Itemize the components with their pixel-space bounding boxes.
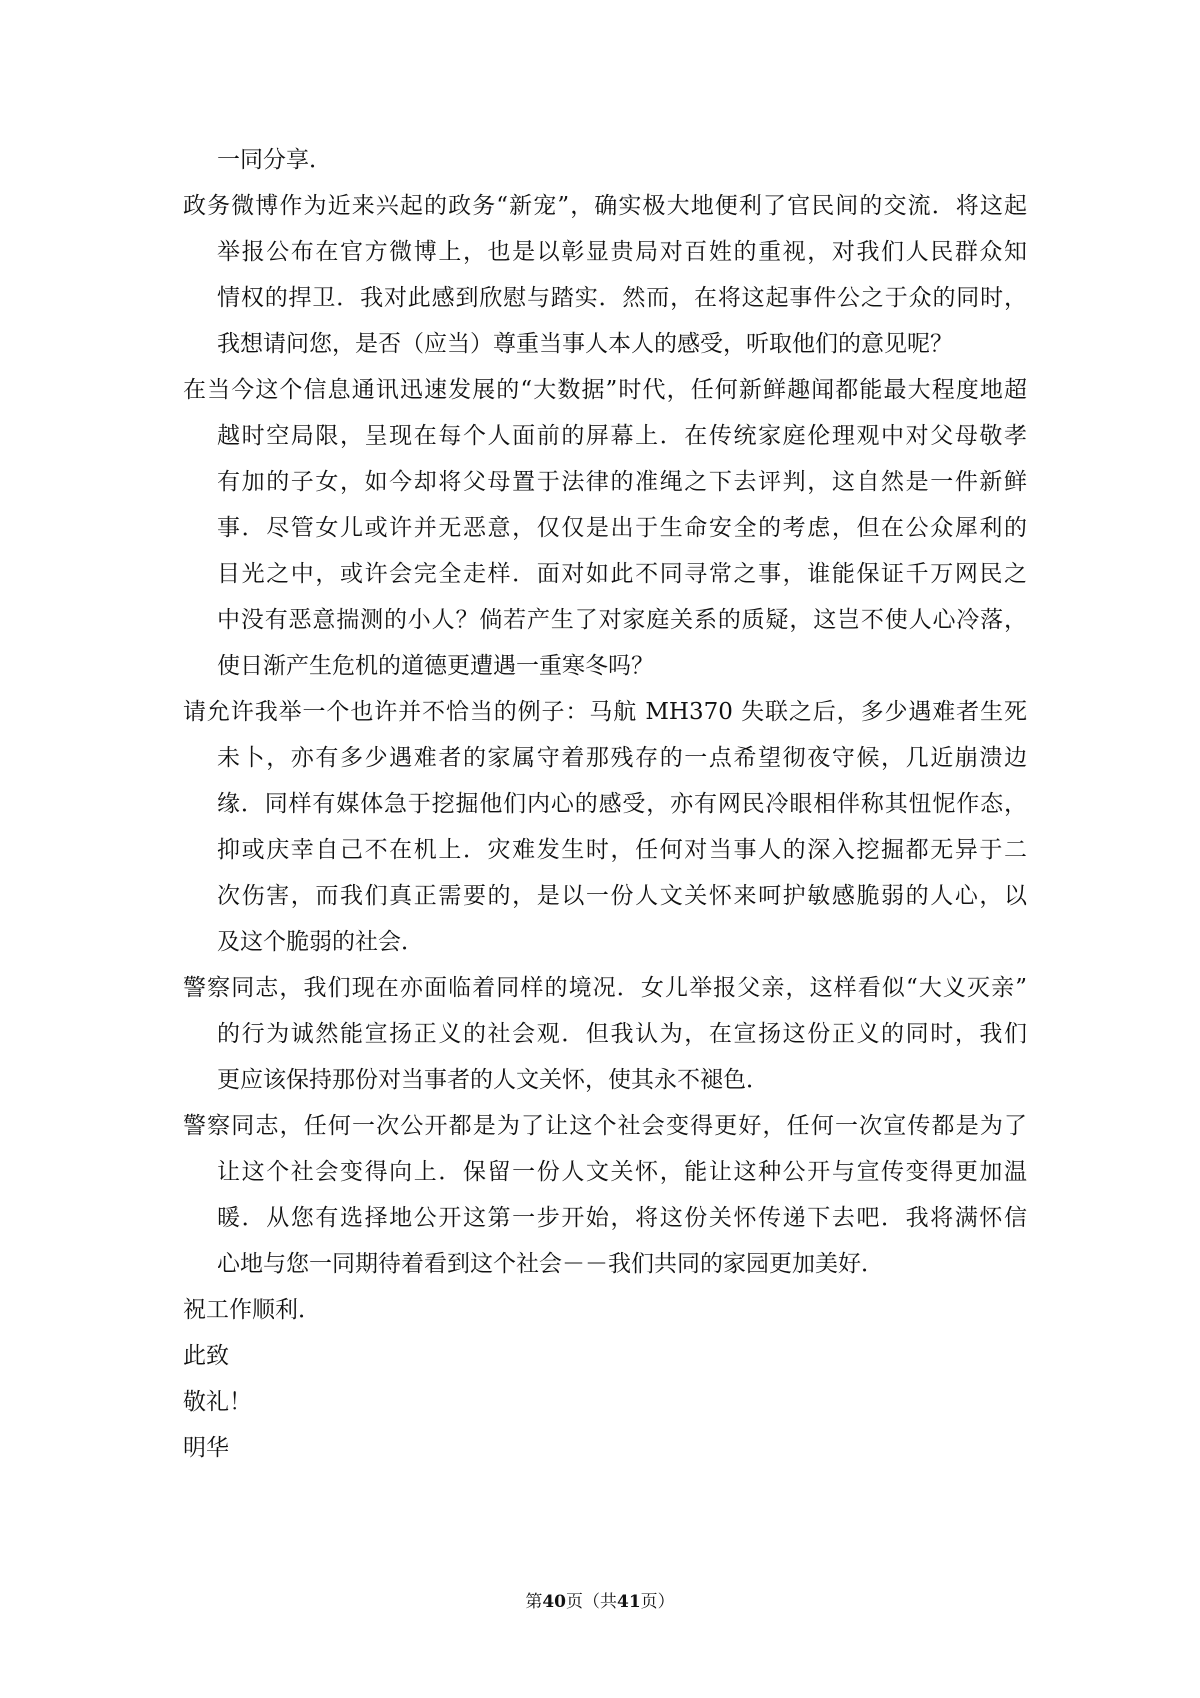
text-line: 次伤害，而我们真正需要的，是以一份人文关怀来呵护敏感脆弱的人心，以	[217, 883, 1027, 909]
closing-respect: 敬礼！	[183, 1389, 252, 1415]
footer-suffix: 页）	[640, 1592, 675, 1612]
text-line: 及这个脆弱的社会．	[217, 929, 424, 955]
text-line: 更应该保持那份对当事者的人文关怀，使其永不褪色．	[217, 1067, 769, 1093]
page-footer	[0, 1590, 1200, 1614]
text-line: 缘．同样有媒体急于挖掘他们内心的感受，亦有网民冷眼相伴称其忸怩作态，	[217, 791, 1027, 817]
text-line: 让这个社会变得向上．保留一份人文关怀，能让这种公开与宣传变得更加温	[217, 1159, 1027, 1185]
text-line: 举报公布在官方微博上，也是以彰显贵局对百姓的重视，对我们人民群众知	[217, 239, 1027, 265]
footer-middle: 页（共	[566, 1592, 617, 1612]
footer-prefix: 第	[525, 1592, 543, 1612]
paragraph-first-line: 请允许我举一个也许并不恰当的例子：马航 MH370 失联之后，多少遇难者生死	[183, 699, 1027, 725]
text-line: 心地与您一同期待着看到这个社会－－我们共同的家园更加美好．	[217, 1251, 884, 1277]
signature-name: 明华	[183, 1435, 229, 1461]
paragraph-first-line: 政务微博作为近来兴起的政务“新宠”，确实极大地便利了官民间的交流．将这起	[183, 193, 1027, 219]
text-line: 目光之中，或许会完全走样．面对如此不同寻常之事，谁能保证千万网民之	[217, 561, 1027, 587]
text-line: 一同分享．	[217, 147, 332, 173]
paragraph-first-line: 在当今这个信息通讯迅速发展的“大数据”时代，任何新鲜趣闻都能最大程度地超	[183, 377, 1027, 403]
text-line: 越时空局限，呈现在每个人面前的屏幕上．在传统家庭伦理观中对父母敬孝	[217, 423, 1027, 449]
paragraph-first-line: 警察同志，我们现在亦面临着同样的境况．女儿举报父亲，这样看似“大义灭亲”	[183, 975, 1027, 1001]
text-line: 中没有恶意揣测的小人？倘若产生了对家庭关系的质疑，这岂不使人心冷落，	[217, 607, 1027, 633]
text-line: 有加的子女，如今却将父母置于法律的准绳之下去评判，这自然是一件新鲜	[217, 469, 1027, 495]
text-line: 的行为诚然能宣扬正义的社会观．但我认为，在宣扬这份正义的同时，我们	[217, 1021, 1027, 1047]
current-page-number: 40	[542, 1592, 566, 1612]
total-page-number: 41	[617, 1592, 641, 1612]
text-line: 抑或庆幸自己不在机上．灾难发生时，任何对当事人的深入挖掘都无异于二	[217, 837, 1027, 863]
text-line: 使日渐产生危机的道德更遭遇一重寒冬吗？	[217, 653, 654, 679]
paragraph-first-line: 警察同志，任何一次公开都是为了让这个社会变得更好，任何一次宣传都是为了	[183, 1113, 1027, 1139]
closing-wish: 祝工作顺利．	[183, 1297, 321, 1323]
text-line: 情权的捍卫．我对此感到欣慰与踏实．然而，在将这起事件公之于众的同时，	[217, 285, 1027, 311]
text-line: 暖．从您有选择地公开这第一步开始，将这份关怀传递下去吧．我将满怀信	[217, 1205, 1027, 1231]
closing-salutation: 此致	[183, 1343, 229, 1369]
text-line: 我想请问您，是否（应当）尊重当事人本人的感受，听取他们的意见呢？	[217, 331, 953, 357]
text-line: 未卜，亦有多少遇难者的家属守着那残存的一点希望彻夜守候，几近崩溃边	[217, 745, 1027, 771]
text-line: 事．尽管女儿或许并无恶意，仅仅是出于生命安全的考虑，但在公众犀利的	[217, 515, 1027, 541]
